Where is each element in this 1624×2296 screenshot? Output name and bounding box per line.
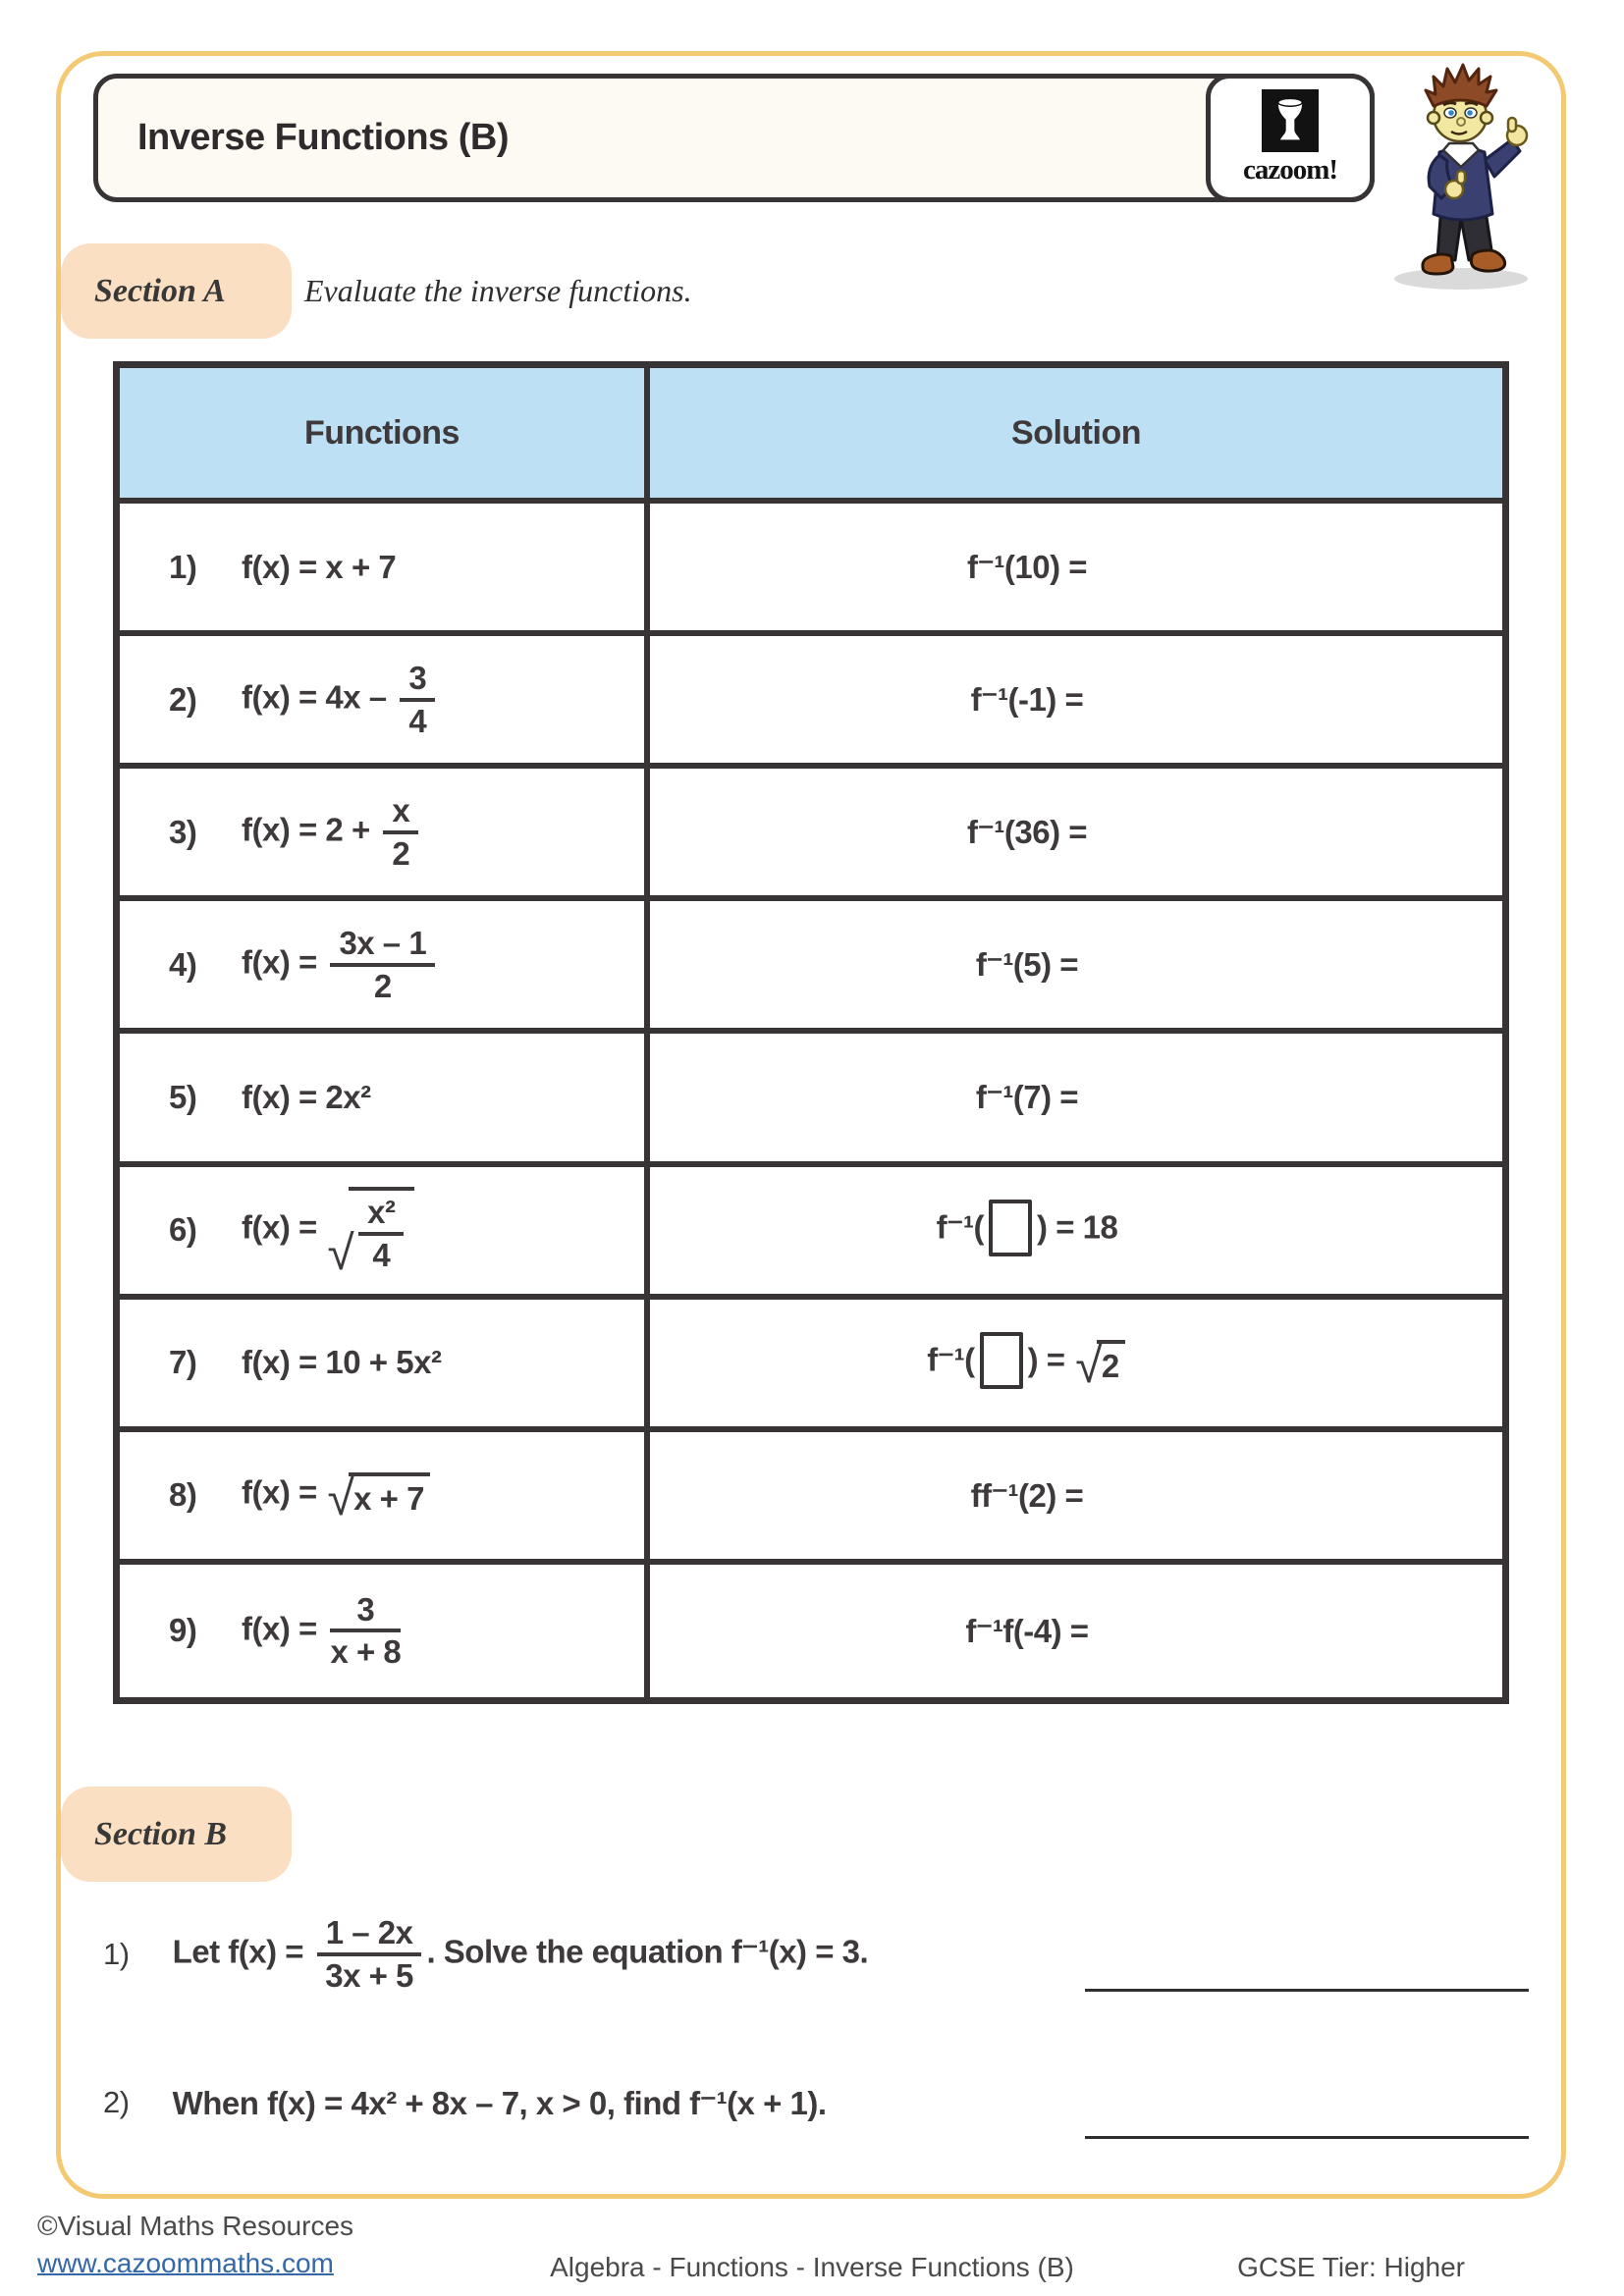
footer-copyright: ©Visual Maths Resources: [37, 2211, 354, 2241]
question-text: Let f(x) = $\frac{1 - 2x}{3x + 5}$ . Solve the equation f⁻¹(x) = 3.: [172, 1913, 869, 1994]
section-a-instruction: Evaluate the inverse functions.: [304, 273, 692, 308]
section-a-label: Section A: [61, 243, 292, 339]
footer-tier: GCSE Tier: Higher: [1237, 2252, 1465, 2282]
solution-expression: f⁻¹(36) =: [966, 814, 1088, 851]
fraction: $\frac{3x - 1}{2}$: [330, 926, 435, 1003]
question-row-1: [103, 1893, 868, 2015]
function-cell: [120, 901, 650, 1034]
title-box: [93, 74, 1375, 202]
row-number: 5): [169, 1078, 197, 1115]
solution-expression: f⁻¹( ) = √ 2: [927, 1332, 1127, 1393]
cazoom-drum-icon: [1262, 89, 1319, 152]
column-header-solution: Solution: [650, 368, 1502, 504]
solution-cell[interactable]: [650, 1034, 1502, 1166]
radical: √ x + 7: [327, 1472, 430, 1518]
solution-expression: ff⁻¹(2) =: [970, 1476, 1084, 1514]
solution-cell[interactable]: [650, 1565, 1502, 1697]
function-expression: f(x) = $\frac{3}{x + 8}$: [242, 1590, 402, 1671]
row-number: 8): [169, 1476, 197, 1514]
section-b-label: Section B: [61, 1787, 292, 1882]
footer-link[interactable]: www.cazoommaths.com: [37, 2248, 334, 2278]
thumb-up-right-hand: [1507, 118, 1527, 145]
fraction: $\frac{3}{x + 8}$: [330, 1590, 402, 1671]
question-text: When f(x) = 4x² + 8x – 7, x > 0, find f⁻¹(x + 1).: [172, 2084, 827, 2121]
solution-expression: f⁻¹f(-4) =: [965, 1612, 1089, 1649]
row-number: 1): [169, 548, 197, 585]
row-number: 4): [169, 945, 197, 983]
function-expression: f(x) = x + 7: [242, 548, 397, 585]
solution-expression: f⁻¹(7) =: [975, 1079, 1079, 1116]
drum-icon: [1268, 94, 1313, 147]
function-expression: f(x) = √ x + 7: [242, 1472, 432, 1518]
function-expression: f(x) = 10 + 5x²: [242, 1344, 442, 1381]
fraction: $\frac{1 - 2x}{3x + 5}$: [317, 1915, 422, 1993]
function-expression: f(x) = 4x – $\frac{3}{4}$: [242, 661, 440, 738]
mascot-illustration: [1382, 57, 1544, 293]
solution-cell[interactable]: [650, 1300, 1502, 1432]
fraction: $\frac{\text{x²}}{4}$: [358, 1195, 404, 1272]
solution-cell[interactable]: [650, 1432, 1502, 1565]
radical: √ 2: [1075, 1340, 1125, 1385]
function-cell: [120, 769, 650, 901]
function-cell: [120, 636, 650, 769]
solution-cell[interactable]: [650, 504, 1502, 636]
row-number: 3): [169, 813, 197, 850]
answer-box[interactable]: [989, 1200, 1032, 1256]
solution-cell[interactable]: [650, 769, 1502, 901]
solution-expression: f⁻¹(10) =: [966, 549, 1088, 586]
fraction: $\frac{x}{2}$: [383, 793, 418, 871]
function-expression: f(x) = 2 + $\frac{x}{2}$: [242, 793, 423, 871]
function-cell: [120, 504, 650, 636]
function-expression: f(x) = $\frac{3x - 1}{2}$: [242, 926, 440, 1003]
solution-cell[interactable]: [650, 901, 1502, 1034]
function-cell: [120, 1300, 650, 1432]
logo-wordmark: cazoom!: [1242, 154, 1338, 186]
question-number: 1): [103, 1936, 130, 1971]
answer-line-2[interactable]: [1085, 2136, 1529, 2139]
column-header-functions: Functions: [120, 368, 650, 504]
function-expression: f(x) = 2x²: [242, 1078, 371, 1115]
function-cell: [120, 1034, 650, 1166]
function-expression: f(x) = √ $\frac{\text{x²}}{4}$: [242, 1187, 416, 1272]
radical: √ $\frac{\text{x²}}{4}$: [327, 1187, 414, 1272]
solution-expression: f⁻¹(-1) =: [970, 681, 1084, 719]
question-row-2: [103, 2073, 827, 2132]
footer-worksheet-path: Algebra - Functions - Inverse Functions (B): [550, 2252, 1074, 2282]
logo-box: [1206, 74, 1375, 202]
worksheet-table: [113, 361, 1509, 1704]
fraction: $\frac{3}{4}$: [400, 661, 435, 738]
solution-cell[interactable]: [650, 1167, 1502, 1300]
row-number: 7): [169, 1344, 197, 1381]
solution-expression: f⁻¹( ) = 18: [937, 1200, 1118, 1260]
page-title: Inverse Functions (B): [137, 117, 509, 158]
function-cell: [120, 1565, 650, 1697]
row-number: 9): [169, 1612, 197, 1649]
solution-expression: f⁻¹(5) =: [975, 946, 1079, 984]
row-number: 6): [169, 1211, 197, 1249]
function-cell: [120, 1432, 650, 1565]
row-number: 2): [169, 680, 197, 718]
answer-box[interactable]: [980, 1332, 1023, 1389]
function-cell: [120, 1167, 650, 1300]
answer-line-1[interactable]: [1085, 1989, 1529, 1992]
question-number: 2): [103, 2085, 130, 2119]
solution-cell[interactable]: [650, 636, 1502, 769]
